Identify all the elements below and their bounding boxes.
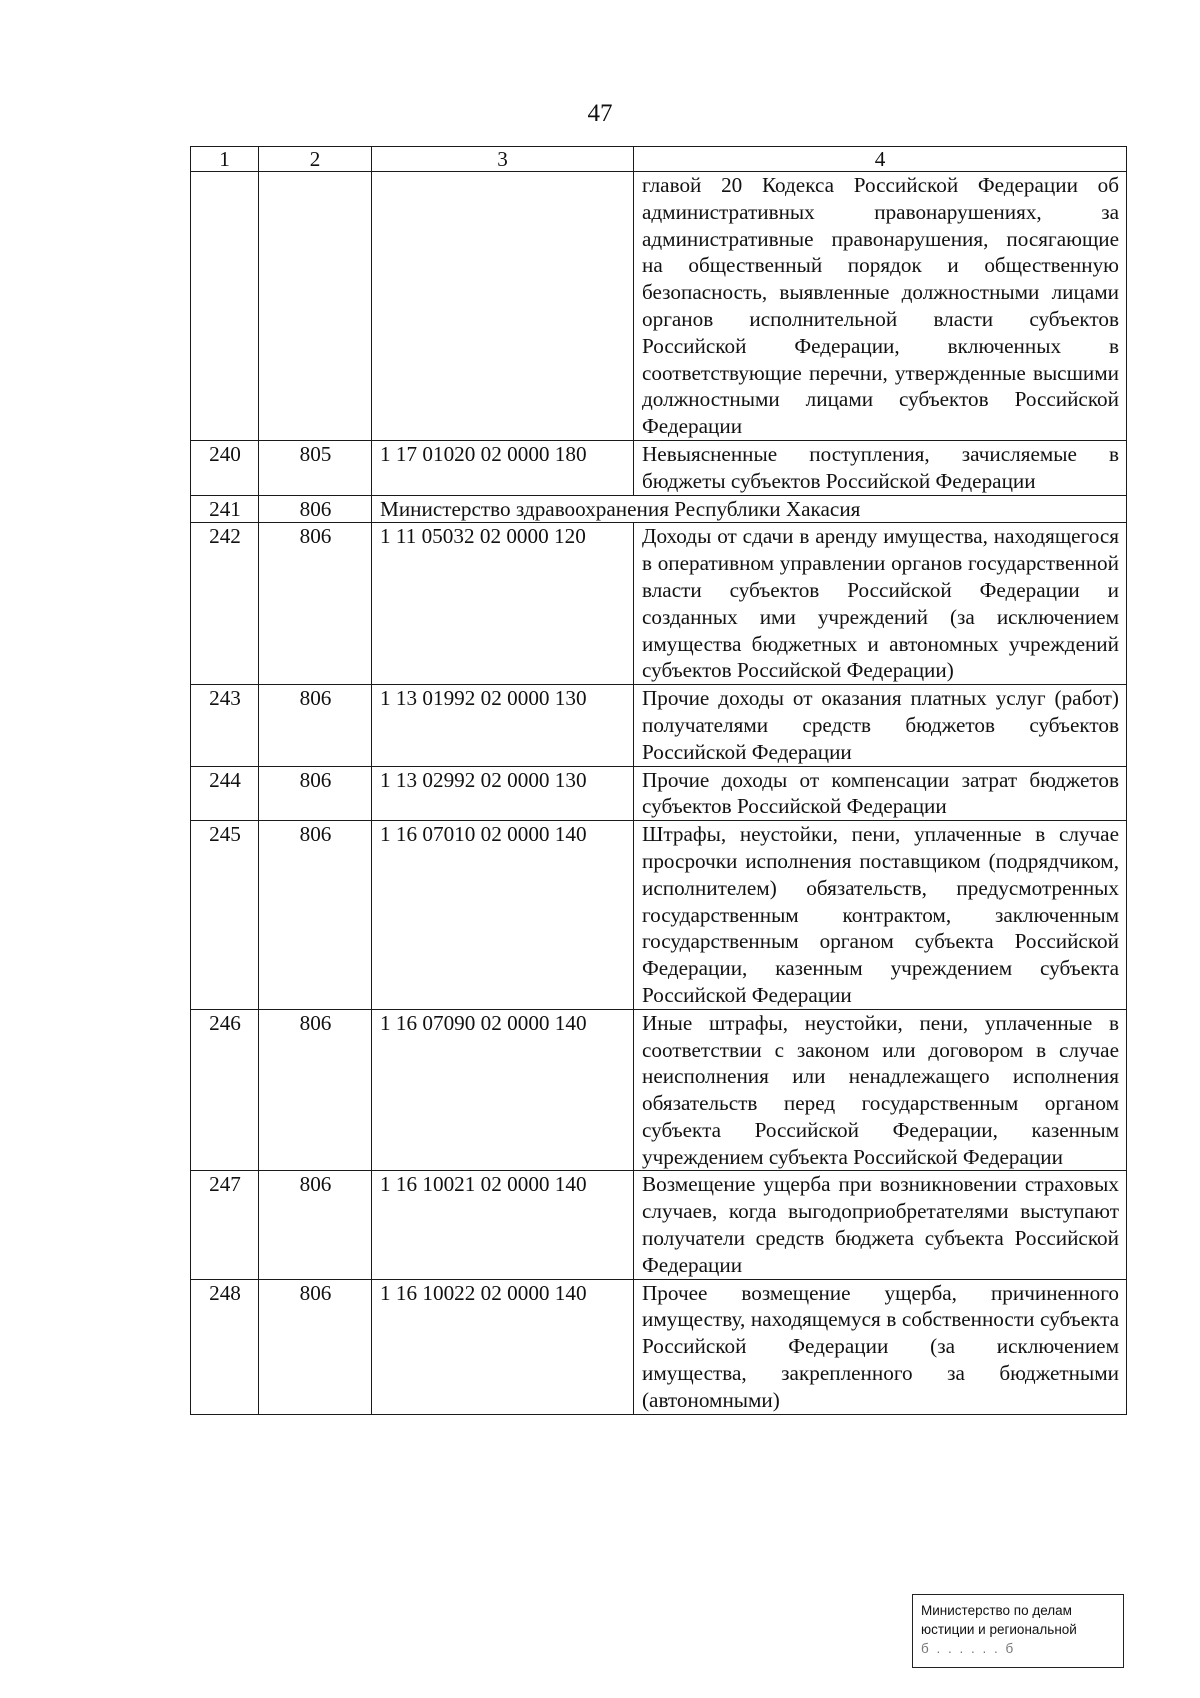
table-row <box>191 440 1127 495</box>
cell-name: Прочие доходы от компенсации затрат бюджетов субъектов Российской Федерации <box>634 766 1127 821</box>
revenue-codes-table <box>190 146 1127 1415</box>
cell-admin: 806 <box>259 523 372 685</box>
cell-name: Штрафы, неустойки, пени, уплаченные в случае просрочки исполнения поставщиком (подрядчиком, исполнителем) обязательств, предусмотренных государственным контрактом, заключенным государственным органом субъекта Российской Федерации, казенным учреждением субъекта Российской Федерации <box>634 821 1127 1010</box>
table-row <box>191 1009 1127 1171</box>
cell-num: 246 <box>191 1009 259 1171</box>
cell-num: 247 <box>191 1171 259 1279</box>
cell-name: Невыясненные поступления, зачисляемые в бюджеты субъектов Российской Федерации <box>634 440 1127 495</box>
cell-admin: 806 <box>259 685 372 766</box>
cell-name: Прочие доходы от оказания платных услуг (работ) получателями средств бюджетов субъектов Российской Федерации <box>634 685 1127 766</box>
stamp-line-2: юстиции и региональной <box>921 1622 1077 1637</box>
cell-admin: 806 <box>259 1171 372 1279</box>
cell-admin: 806 <box>259 1279 372 1414</box>
cell-code: 1 16 07010 02 0000 140 <box>372 821 634 1010</box>
cell-code: 1 11 05032 02 0000 120 <box>372 523 634 685</box>
table-row <box>191 766 1127 821</box>
cell-admin <box>259 172 372 441</box>
cell-code: 1 13 02992 02 0000 130 <box>372 766 634 821</box>
continuation-row <box>191 172 1127 441</box>
table-row <box>191 821 1127 1010</box>
cell-code: 1 16 10022 02 0000 140 <box>372 1279 634 1414</box>
cell-admin: 806 <box>259 766 372 821</box>
table-row <box>191 523 1127 685</box>
cell-code: 1 13 01992 02 0000 130 <box>372 685 634 766</box>
cell-code: 1 16 10021 02 0000 140 <box>372 1171 634 1279</box>
header-col-1: 1 <box>191 147 259 172</box>
cell-name: Возмещение ущерба при возникновении страховых случаев, когда выгодоприобретателями выступают получатели средств бюджета субъекта Российской Федерации <box>634 1171 1127 1279</box>
cell-section-title: Министерство здравоохранения Республики Хакасия <box>372 495 1127 523</box>
table-row <box>191 495 1127 523</box>
cell-name: Прочее возмещение ущерба, причиненного имуществу, находящемуся в собственности субъекта Российской Федерации (за исключением имущества, закрепленного за бюджетными (автономными) <box>634 1279 1127 1414</box>
cell-code: 1 17 01020 02 0000 180 <box>372 440 634 495</box>
header-col-3: 3 <box>372 147 634 172</box>
cell-num: 243 <box>191 685 259 766</box>
cell-code: 1 16 07090 02 0000 140 <box>372 1009 634 1171</box>
cell-num: 244 <box>191 766 259 821</box>
cell-num: 241 <box>191 495 259 523</box>
page-number: 47 <box>587 100 613 127</box>
table-row <box>191 1171 1127 1279</box>
cell-admin: 805 <box>259 440 372 495</box>
cell-code <box>372 172 634 441</box>
cell-num: 245 <box>191 821 259 1010</box>
cell-num <box>191 172 259 441</box>
cell-admin: 806 <box>259 1009 372 1171</box>
header-col-4: 4 <box>634 147 1127 172</box>
stamp-line-3: б . . . . . . б <box>921 1641 1016 1656</box>
header-col-2: 2 <box>259 147 372 172</box>
stamp-line-1: Министерство по делам <box>921 1603 1072 1618</box>
cell-num: 248 <box>191 1279 259 1414</box>
table-header-row <box>191 147 1127 172</box>
cell-admin: 806 <box>259 495 372 523</box>
table-row <box>191 685 1127 766</box>
table-row <box>191 1279 1127 1414</box>
registration-stamp <box>912 1594 1124 1668</box>
cell-num: 242 <box>191 523 259 685</box>
cell-name: главой 20 Кодекса Российской Федерации об административных правонарушениях, за административные правонарушения, посягающие на общественный порядок и общественную безопасность, выявленные должностными лицами органов исполнительной власти субъектов Российской Федерации, включенных в соответствующие перечни, утвержденные высшими должностными лицами субъектов Российской Федерации <box>634 172 1127 441</box>
cell-num: 240 <box>191 440 259 495</box>
cell-admin: 806 <box>259 821 372 1010</box>
cell-name: Иные штрафы, неустойки, пени, уплаченные в соответствии с законом или договором в случае неисполнения или ненадлежащего исполнения обязательств перед государственным органом субъекта Российской Федерации, казенным учреждением субъекта Российской Федерации <box>634 1009 1127 1171</box>
cell-name: Доходы от сдачи в аренду имущества, находящегося в оперативном управлении органов государственной власти субъектов Российской Федерации и созданных ими учреждений (за исключением имущества бюджетных и автономных учреждений субъектов Российской Федерации) <box>634 523 1127 685</box>
